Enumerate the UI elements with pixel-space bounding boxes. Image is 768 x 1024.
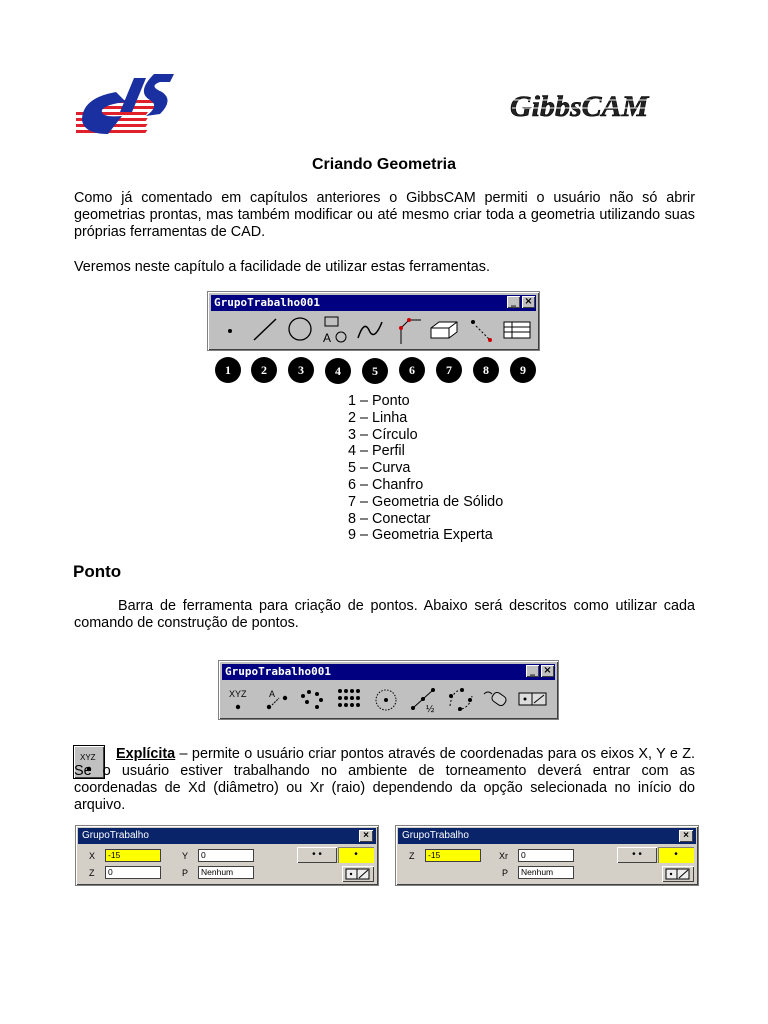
- list-item: 1 – Ponto: [348, 393, 410, 409]
- z-field[interactable]: 0: [105, 866, 161, 879]
- centro-tool-icon[interactable]: [369, 686, 403, 714]
- arco-pontos-tool-icon[interactable]: [295, 686, 329, 714]
- tool-number: 4: [325, 358, 351, 384]
- svg-text:XYZ: XYZ: [80, 753, 96, 762]
- list-item: 9 – Geometria Experta: [348, 527, 493, 544]
- svg-text:XYZ: XYZ: [229, 689, 247, 699]
- tool-number: 3: [288, 357, 314, 383]
- z-label: Z: [89, 868, 95, 878]
- mouse-ponto-tool-icon[interactable]: [480, 686, 514, 714]
- two-points-button[interactable]: • •: [297, 847, 337, 863]
- ponto-opcoes-button[interactable]: [342, 866, 374, 882]
- p-label: P: [182, 868, 189, 878]
- tool-number: 7: [436, 357, 462, 383]
- toolbar-title: GrupoTrabalho001 _ ×: [211, 295, 536, 311]
- list-item: 8 – Conectar: [348, 510, 431, 527]
- ponto-opcoes-icon: [342, 866, 374, 882]
- svg-text:½: ½: [426, 704, 435, 714]
- tool-number: 2: [251, 357, 277, 383]
- svg-text:A: A: [323, 331, 332, 344]
- close-button[interactable]: ×: [679, 830, 693, 842]
- ponto-opcoes-icon: [662, 866, 694, 882]
- tool-number: 1: [215, 357, 241, 383]
- minimize-button[interactable]: _: [526, 665, 539, 677]
- svg-text:A: A: [269, 689, 276, 699]
- explicita-tool-icon[interactable]: [223, 686, 257, 714]
- z-label: Z: [409, 851, 415, 861]
- intro-paragraph: Como já comentado em capítulos anteriores o GibbsCAM permiti o usuário não só abrir geometrias prontas, mas também modificar ou até mesmo criar toda a geometria utilizando suas próprias ferramentas de CAD.: [74, 190, 695, 240]
- relativo-tool-icon[interactable]: [259, 686, 293, 714]
- tools-paragraph: Veremos neste capítulo a facilidade de utilizar estas ferramentas.: [74, 259, 490, 275]
- tool-number: 6: [399, 357, 425, 383]
- dialog-grupo-trabalho-fresamento: [75, 825, 379, 886]
- z-field[interactable]: -15: [425, 849, 481, 862]
- list-item: 5 – Curva: [348, 460, 411, 477]
- close-button[interactable]: ×: [541, 665, 554, 677]
- list-item: 7 – Geometria de Sólido: [348, 493, 504, 510]
- circulo-tool-icon[interactable]: [283, 316, 317, 344]
- dialog-grupo-trabalho-torneamento: [395, 825, 699, 886]
- one-point-button[interactable]: •: [658, 847, 694, 863]
- page-title: Criando Geometria: [311, 156, 457, 173]
- curva-tool-icon[interactable]: [354, 316, 388, 344]
- list-item: 2 – Linha: [348, 409, 408, 426]
- x-field[interactable]: -15: [105, 849, 161, 862]
- explicita-paragraph: Explícita – permite o usuário criar pontos através de coordenadas para os eixos X, Y e Z. Se o usuário estiver trabalhando no ambiente de torneamento deverá entrar com as coordenadas de Xd (diâmetro) ou Xr (raio) dependendo da opção selecionada no início do arquivo.: [74, 746, 695, 813]
- svg-text:GibbsCAM: GibbsCAM: [510, 90, 649, 122]
- conectar-tool-icon[interactable]: [464, 316, 498, 344]
- list-item: 6 – Chanfro: [348, 476, 424, 493]
- ponto-tool-icon[interactable]: [214, 316, 248, 344]
- toolbar-title: GrupoTrabalho001 _ ×: [222, 664, 555, 680]
- y-field[interactable]: 0: [198, 849, 254, 862]
- solido-tool-icon[interactable]: [427, 316, 461, 344]
- tool-number: 9: [510, 357, 536, 383]
- toolbar-ponto: [218, 660, 559, 720]
- meio-tool-icon[interactable]: [407, 686, 441, 714]
- dialog-title: GrupoTrabalho ×: [398, 828, 696, 844]
- ponto-opcoes-tool-icon[interactable]: [516, 686, 550, 714]
- xr-field[interactable]: 0: [518, 849, 574, 862]
- linha-tool-icon[interactable]: [248, 316, 282, 344]
- close-button[interactable]: ×: [359, 830, 373, 842]
- minimize-button[interactable]: _: [507, 296, 520, 308]
- two-points-button[interactable]: • •: [617, 847, 657, 863]
- dialog-title: GrupoTrabalho ×: [78, 828, 376, 844]
- y-label: Y: [182, 851, 189, 861]
- geometria-experta-tool-icon[interactable]: [500, 316, 534, 344]
- p-label: P: [502, 868, 509, 878]
- close-button[interactable]: ×: [522, 296, 535, 308]
- intersecao-tool-icon[interactable]: [444, 686, 478, 714]
- ponto-opcoes-button[interactable]: [662, 866, 694, 882]
- matriz-pontos-tool-icon[interactable]: [332, 686, 366, 714]
- p-field[interactable]: Nenhum: [198, 866, 254, 879]
- tool-list: [348, 393, 503, 544]
- gibbscam-logo: [508, 88, 698, 122]
- list-item: 4 – Perfil: [348, 443, 405, 460]
- toolbar-geometria: [207, 291, 540, 351]
- perfil-tool-icon[interactable]: [319, 316, 353, 344]
- one-point-button[interactable]: •: [338, 847, 374, 863]
- tool-number: 5: [362, 358, 388, 384]
- section-heading-ponto: Ponto: [73, 562, 122, 581]
- x-label: X: [89, 851, 96, 861]
- list-item: 3 – Círculo: [348, 426, 418, 443]
- explicita-term: Explícita: [116, 746, 176, 762]
- chanfro-tool-icon[interactable]: [391, 316, 425, 344]
- p-field[interactable]: Nenhum: [518, 866, 574, 879]
- tool-number: 8: [473, 357, 499, 383]
- xr-label: Xr: [499, 851, 508, 861]
- company-logo: [76, 72, 188, 138]
- ponto-paragraph: Barra de ferramenta para criação de pontos. Abaixo será descritos como utilizar cada comando de construção de pontos.: [74, 598, 695, 631]
